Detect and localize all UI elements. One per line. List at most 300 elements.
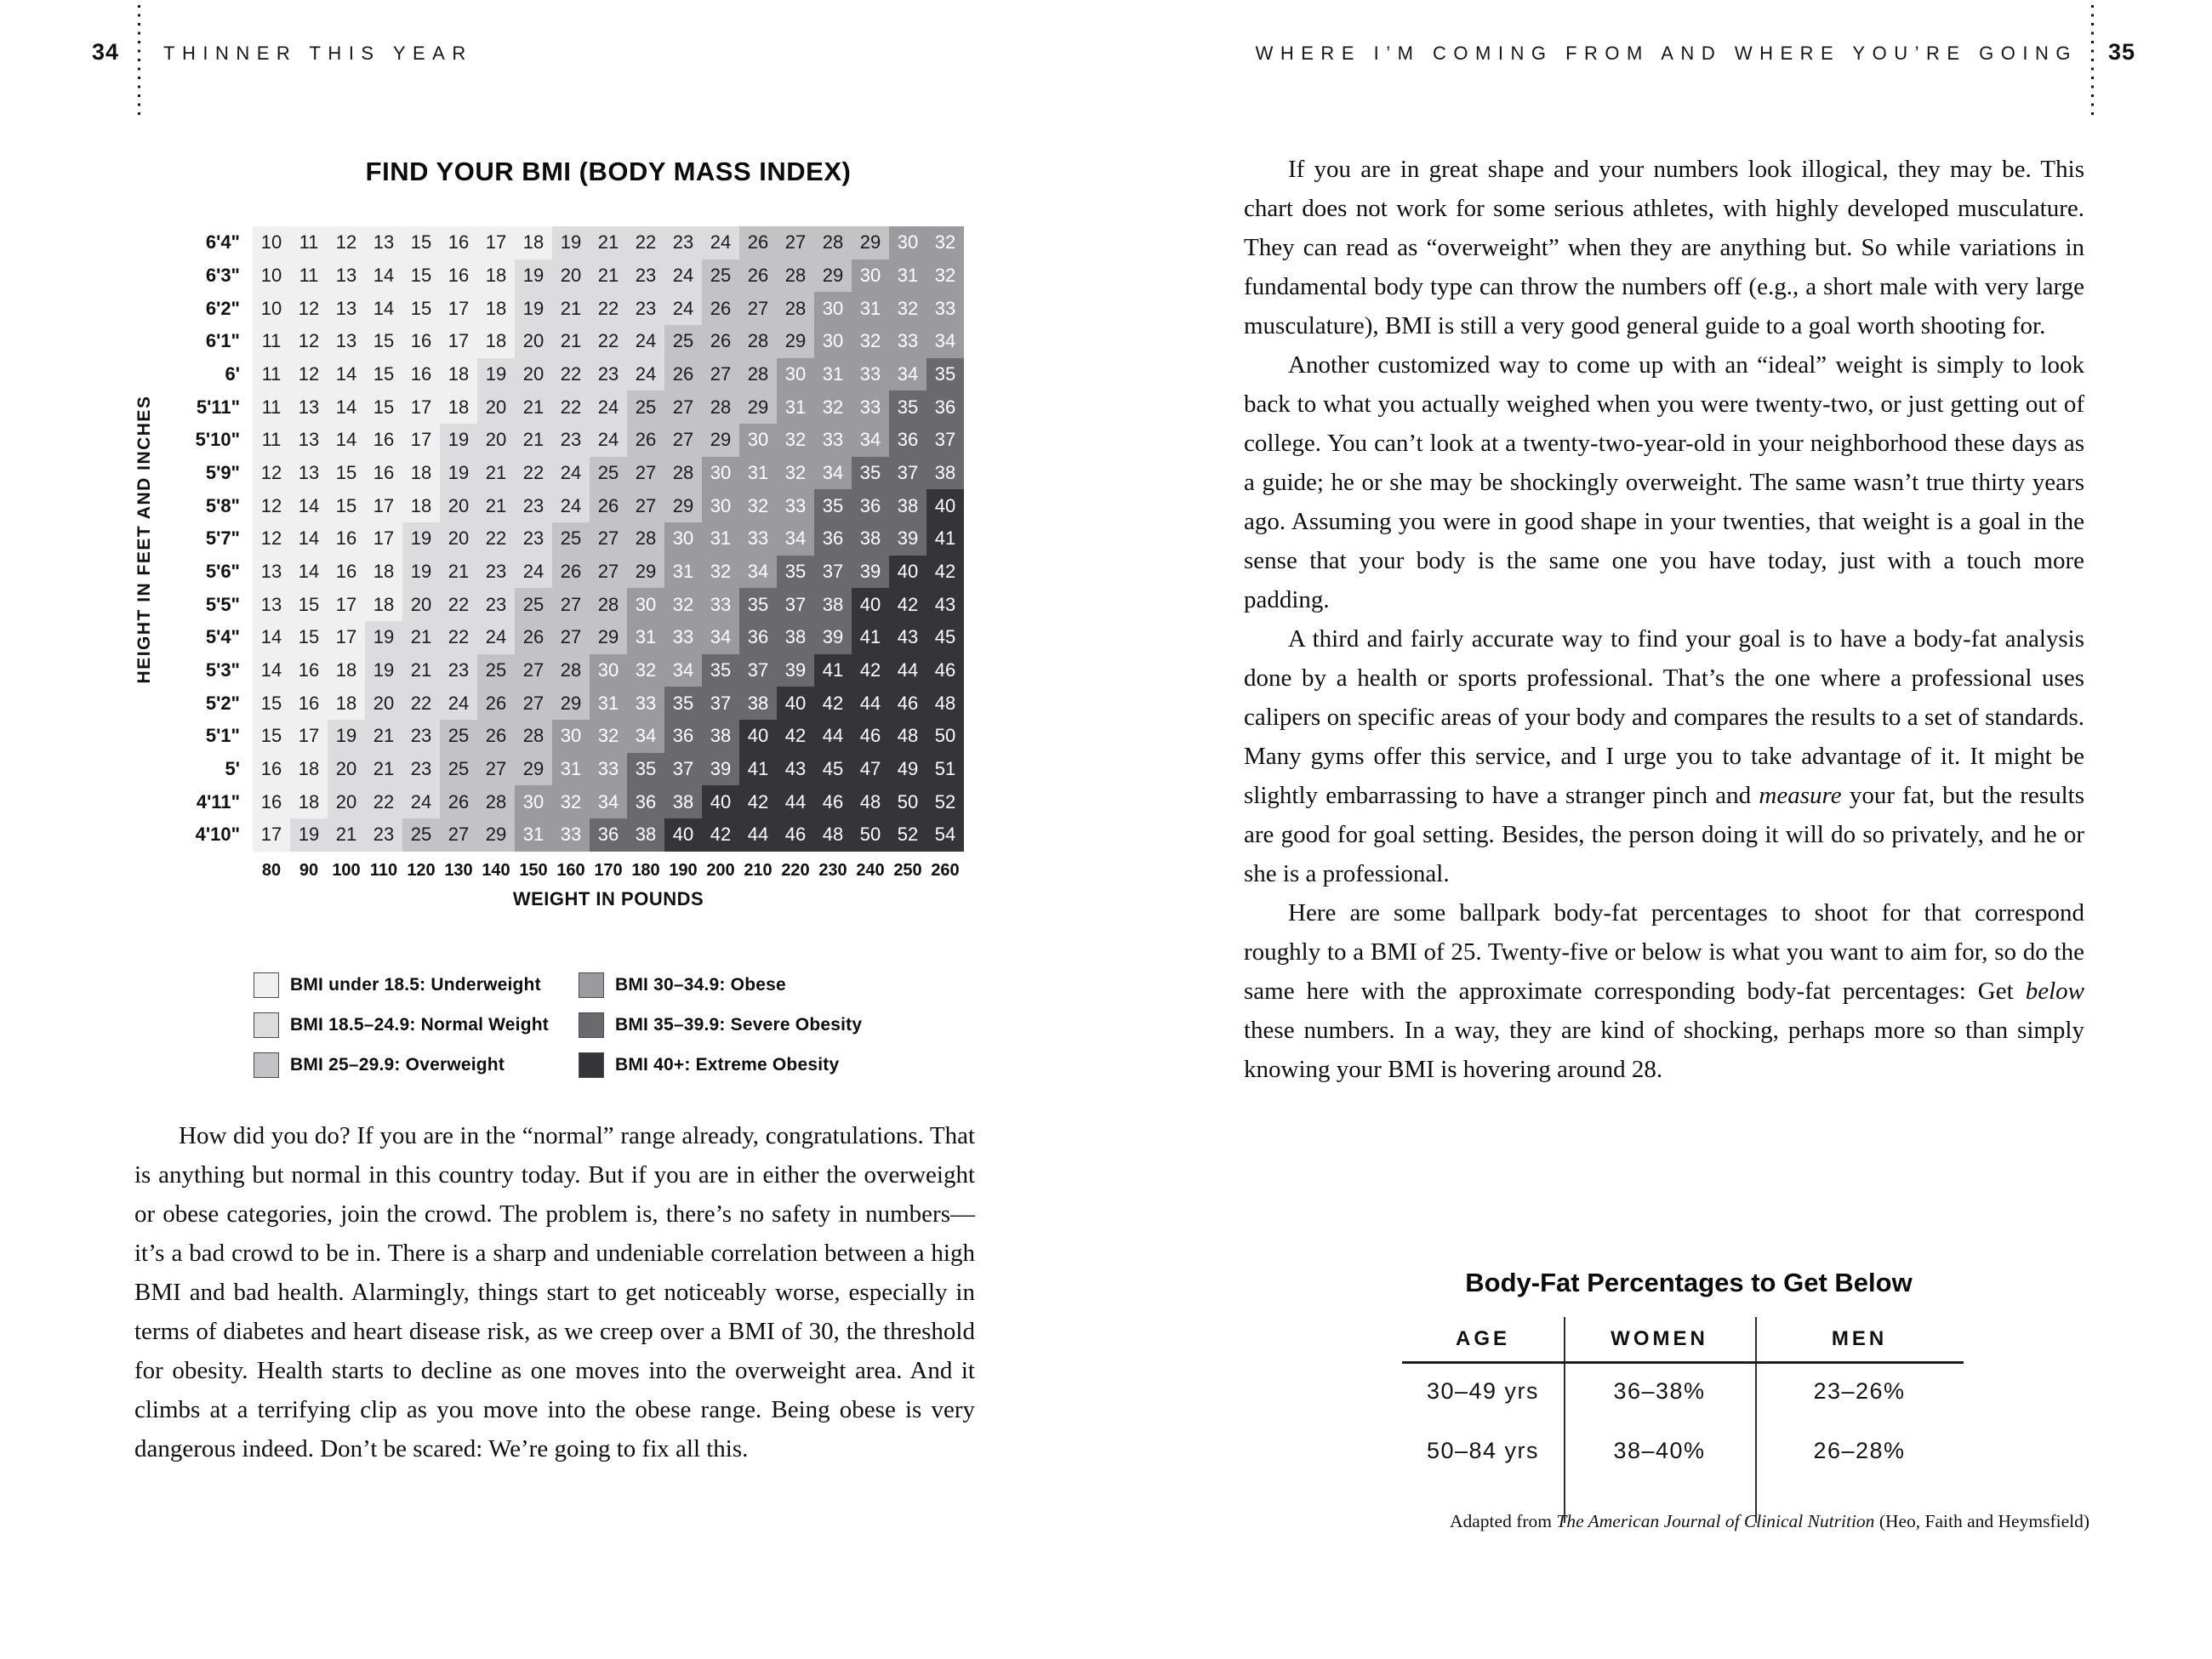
bmi-cell: 11 xyxy=(253,424,290,457)
bmi-cell: 20 xyxy=(365,687,402,720)
bmi-cell: 15 xyxy=(253,720,290,753)
weight-tick: 150 xyxy=(519,860,548,880)
bmi-cell: 22 xyxy=(552,391,590,424)
table-source-caption xyxy=(1395,1511,2144,1532)
bmi-cell: 24 xyxy=(515,556,552,589)
legend-item xyxy=(579,965,944,1005)
bmi-cell: 27 xyxy=(515,687,552,720)
bmi-cell: 34 xyxy=(926,325,964,358)
weight-tick: 180 xyxy=(631,860,660,880)
bmi-cell: 42 xyxy=(889,588,926,621)
bmi-cell: 31 xyxy=(852,292,889,325)
bmi-cell: 40 xyxy=(926,489,964,522)
bmi-cell: 16 xyxy=(253,753,290,786)
legend-swatch xyxy=(579,1012,604,1038)
paragraph xyxy=(1244,150,2084,345)
text-run: (Heo, Faith and Heymsfield) xyxy=(1874,1511,2089,1531)
body-fat-table xyxy=(1402,1317,1964,1480)
bmi-cell: 33 xyxy=(889,325,926,358)
bmi-cell: 22 xyxy=(590,292,627,325)
weight-tick: 160 xyxy=(556,860,585,880)
bmi-cell: 25 xyxy=(702,259,739,293)
bmi-cell: 27 xyxy=(702,358,739,391)
bmi-cell: 18 xyxy=(290,753,328,786)
bmi-cell: 13 xyxy=(328,292,365,325)
bmi-cell: 17 xyxy=(328,621,365,654)
bmi-cell: 20 xyxy=(552,259,590,293)
bmi-cell: 23 xyxy=(627,259,664,293)
legend-swatch xyxy=(254,1052,279,1078)
bmi-cell: 41 xyxy=(926,522,964,556)
bmi-cell: 26 xyxy=(739,226,777,259)
bmi-cell: 29 xyxy=(702,424,739,457)
bmi-cell: 21 xyxy=(477,489,515,522)
bmi-cell: 50 xyxy=(926,720,964,753)
left-running-head: THINNER THIS YEAR xyxy=(163,43,473,64)
bmi-cell: 25 xyxy=(440,753,477,786)
weight-tick: 200 xyxy=(706,860,735,880)
bmi-row-label: 5'1" xyxy=(174,720,253,753)
bmi-cell: 22 xyxy=(440,588,477,621)
bmi-cell: 12 xyxy=(253,489,290,522)
bmi-cell: 17 xyxy=(290,720,328,753)
bmi-cell: 23 xyxy=(365,818,402,852)
bmi-cell: 32 xyxy=(814,391,852,424)
bmi-cell: 20 xyxy=(515,325,552,358)
bmi-cell: 28 xyxy=(702,391,739,424)
bmi-cell: 39 xyxy=(852,556,889,589)
bmi-cell: 27 xyxy=(477,753,515,786)
bmi-cell: 21 xyxy=(590,259,627,293)
bmi-cell: 38 xyxy=(702,720,739,753)
bmi-cell: 16 xyxy=(365,457,402,490)
bmi-cell: 48 xyxy=(814,818,852,852)
bmi-cell: 18 xyxy=(328,654,365,687)
bmi-cell: 35 xyxy=(852,457,889,490)
bmi-cell: 25 xyxy=(552,522,590,556)
bmi-cell: 35 xyxy=(739,588,777,621)
bmi-cell: 38 xyxy=(889,489,926,522)
bmi-cell: 33 xyxy=(552,818,590,852)
bmi-cell: 38 xyxy=(627,818,664,852)
bmi-cell: 43 xyxy=(777,753,814,786)
bmi-cell: 42 xyxy=(852,654,889,687)
bmi-cell: 28 xyxy=(515,720,552,753)
bmi-cell: 14 xyxy=(365,259,402,293)
legend-item xyxy=(254,965,579,1005)
bmi-cell: 19 xyxy=(515,259,552,293)
bmi-row-label: 6'4" xyxy=(174,226,253,259)
right-header-dotted-rule xyxy=(2091,5,2094,117)
bmi-cell: 22 xyxy=(365,785,402,818)
paragraph xyxy=(1244,619,2084,893)
weight-tick: 230 xyxy=(818,860,847,880)
bmi-cell: 21 xyxy=(515,424,552,457)
bmi-cell: 33 xyxy=(814,424,852,457)
bmi-cell: 26 xyxy=(590,489,627,522)
bmi-cell: 16 xyxy=(290,687,328,720)
bmi-row-label: 5'10" xyxy=(174,424,253,457)
bmi-cell: 16 xyxy=(365,424,402,457)
table-header-cell: WOMEN xyxy=(1611,1327,1708,1350)
bmi-cell: 19 xyxy=(477,358,515,391)
bmi-cell: 12 xyxy=(253,522,290,556)
bmi-cell: 29 xyxy=(590,621,627,654)
bmi-cell: 24 xyxy=(552,489,590,522)
bmi-cell: 29 xyxy=(664,489,702,522)
bmi-cell: 21 xyxy=(477,457,515,490)
bmi-cell: 13 xyxy=(290,391,328,424)
bmi-cell: 20 xyxy=(515,358,552,391)
bmi-cell: 30 xyxy=(590,654,627,687)
bmi-cell: 29 xyxy=(777,325,814,358)
bmi-cell: 18 xyxy=(477,292,515,325)
bmi-cell: 16 xyxy=(402,358,440,391)
bmi-cell: 38 xyxy=(664,785,702,818)
bmi-cell: 14 xyxy=(253,654,290,687)
legend-item xyxy=(579,1045,944,1085)
text-run: If you are in great shape and your numbers look illogical, they may be. This chart does not work for some serious athletes, with highly developed musculature. They can read as “overweight” when they are anything but. So while variations in fundamental body type can throw the numbers off (e.g., a short male with very large musculature), BMI is still a very good general guide to a goal worth shooting for. xyxy=(1244,156,2084,339)
bmi-cell: 30 xyxy=(702,457,739,490)
table-cell: 50–84 yrs xyxy=(1426,1437,1540,1463)
bmi-cell: 33 xyxy=(664,621,702,654)
bmi-cell: 38 xyxy=(777,621,814,654)
bmi-cell: 20 xyxy=(328,753,365,786)
bmi-cell: 15 xyxy=(328,489,365,522)
bmi-cell: 32 xyxy=(852,325,889,358)
bmi-cell: 14 xyxy=(365,292,402,325)
bmi-cell: 13 xyxy=(290,457,328,490)
bmi-cell: 30 xyxy=(664,522,702,556)
table-header-cell: AGE xyxy=(1455,1327,1510,1350)
weight-tick: 190 xyxy=(669,860,698,880)
bmi-cell: 33 xyxy=(852,358,889,391)
bmi-cell: 11 xyxy=(253,391,290,424)
bmi-cell: 19 xyxy=(440,457,477,490)
bmi-cell: 15 xyxy=(402,292,440,325)
bmi-cell: 28 xyxy=(777,292,814,325)
bmi-cell: 46 xyxy=(814,785,852,818)
bmi-cell: 12 xyxy=(328,226,365,259)
bmi-cell: 29 xyxy=(739,391,777,424)
bmi-cell: 30 xyxy=(814,325,852,358)
bmi-cell: 24 xyxy=(702,226,739,259)
bmi-cell: 10 xyxy=(253,226,290,259)
bmi-cell: 40 xyxy=(664,818,702,852)
bmi-cell: 47 xyxy=(852,753,889,786)
bmi-cell: 48 xyxy=(926,687,964,720)
bmi-cell: 43 xyxy=(926,588,964,621)
bmi-cell: 46 xyxy=(926,654,964,687)
bmi-cell: 14 xyxy=(290,489,328,522)
bmi-cell: 16 xyxy=(328,522,365,556)
bmi-cell: 34 xyxy=(590,785,627,818)
bmi-cell: 33 xyxy=(852,391,889,424)
bmi-cell: 25 xyxy=(440,720,477,753)
bmi-cell: 32 xyxy=(702,556,739,589)
bmi-cell: 22 xyxy=(402,687,440,720)
bmi-cell: 54 xyxy=(926,818,964,852)
bmi-cell: 38 xyxy=(852,522,889,556)
bmi-cell: 32 xyxy=(627,654,664,687)
bmi-cell: 34 xyxy=(889,358,926,391)
bmi-cell: 27 xyxy=(440,818,477,852)
table-header-cell: MEN xyxy=(1831,1327,1888,1350)
bmi-cell: 21 xyxy=(365,720,402,753)
bmi-cell: 38 xyxy=(814,588,852,621)
bmi-cell: 15 xyxy=(253,687,290,720)
bmi-cell: 35 xyxy=(627,753,664,786)
bmi-cell: 41 xyxy=(739,753,777,786)
bmi-cell: 20 xyxy=(477,391,515,424)
bmi-cell: 26 xyxy=(739,259,777,293)
weight-tick: 110 xyxy=(369,860,398,880)
bmi-cell: 31 xyxy=(702,522,739,556)
bmi-cell: 10 xyxy=(253,259,290,293)
bmi-cell: 24 xyxy=(440,687,477,720)
text-run: Adapted from xyxy=(1449,1511,1557,1531)
bmi-cell: 23 xyxy=(440,654,477,687)
left-page-body xyxy=(134,1116,975,1468)
bmi-row-label: 5'8" xyxy=(174,489,253,522)
bmi-cell: 42 xyxy=(739,785,777,818)
text-run: A third and fairly accurate way to find your goal is to have a body-fat analysis done by a health or sports professional. That’s the one where a professional uses calipers on specific areas of your body and compares the results to a set of standards. Many gyms offer this service, and I urge you to take advantage of it. It might be slightly embarrassing to have a stranger pinch and xyxy=(1244,625,2084,809)
legend-item xyxy=(254,1005,579,1045)
legend-label: BMI 18.5–24.9: Normal Weight xyxy=(290,1014,549,1035)
bmi-row-label: 5'7" xyxy=(174,522,253,556)
bmi-cell: 26 xyxy=(627,424,664,457)
bmi-cell: 30 xyxy=(702,489,739,522)
bmi-cell: 14 xyxy=(253,621,290,654)
bmi-cell: 28 xyxy=(590,588,627,621)
bmi-x-axis-label: WEIGHT IN POUNDS xyxy=(512,888,704,909)
bmi-row-label: 5'2" xyxy=(174,687,253,720)
bmi-cell: 27 xyxy=(590,556,627,589)
weight-tick: 130 xyxy=(444,860,473,880)
bmi-cell: 15 xyxy=(290,621,328,654)
bmi-grid xyxy=(174,226,964,852)
bmi-cell: 19 xyxy=(440,424,477,457)
bmi-cell: 12 xyxy=(290,292,328,325)
bmi-cell: 21 xyxy=(552,325,590,358)
bmi-row-label: 6'1" xyxy=(174,325,253,358)
weight-tick: 240 xyxy=(856,860,885,880)
italic-text: below xyxy=(2025,978,2084,1005)
bmi-cell: 32 xyxy=(664,588,702,621)
italic-text: measure xyxy=(1759,782,1842,809)
legend-swatch xyxy=(254,1012,279,1038)
bmi-cell: 24 xyxy=(402,785,440,818)
bmi-cell: 36 xyxy=(627,785,664,818)
bmi-cell: 32 xyxy=(926,259,964,293)
bmi-cell: 36 xyxy=(926,391,964,424)
legend-label: BMI under 18.5: Underweight xyxy=(290,974,541,995)
bmi-cell: 25 xyxy=(477,654,515,687)
bmi-cell: 31 xyxy=(590,687,627,720)
bmi-cell: 26 xyxy=(440,785,477,818)
bmi-cell: 39 xyxy=(889,522,926,556)
bmi-cell: 26 xyxy=(664,358,702,391)
bmi-cell: 23 xyxy=(515,489,552,522)
bmi-cell: 18 xyxy=(515,226,552,259)
bmi-cell: 20 xyxy=(440,522,477,556)
bmi-cell: 23 xyxy=(552,424,590,457)
bmi-cell: 27 xyxy=(515,654,552,687)
bmi-cell: 29 xyxy=(627,556,664,589)
bmi-cell: 40 xyxy=(777,687,814,720)
bmi-cell: 45 xyxy=(814,753,852,786)
bmi-cell: 30 xyxy=(739,424,777,457)
bmi-cell: 15 xyxy=(365,325,402,358)
bmi-cell: 35 xyxy=(814,489,852,522)
bmi-cell: 24 xyxy=(590,424,627,457)
bmi-cell: 18 xyxy=(365,588,402,621)
axis-spacer xyxy=(174,856,253,885)
bmi-cell: 23 xyxy=(627,292,664,325)
bmi-cell: 11 xyxy=(290,259,328,293)
bmi-cell: 37 xyxy=(777,588,814,621)
bmi-cell: 28 xyxy=(739,325,777,358)
bmi-cell: 31 xyxy=(814,358,852,391)
right-running-head: WHERE I’M COMING FROM AND WHERE YOU’RE GOING xyxy=(1255,43,2078,64)
bmi-cell: 29 xyxy=(552,687,590,720)
bmi-cell: 28 xyxy=(777,259,814,293)
bmi-cell: 17 xyxy=(402,391,440,424)
bmi-cell: 36 xyxy=(590,818,627,852)
bmi-cell: 30 xyxy=(852,259,889,293)
bmi-row-label: 5'5" xyxy=(174,588,253,621)
bmi-cell: 32 xyxy=(777,457,814,490)
bmi-cell: 50 xyxy=(852,818,889,852)
bmi-cell: 44 xyxy=(852,687,889,720)
bmi-cell: 48 xyxy=(889,720,926,753)
bmi-cell: 42 xyxy=(702,818,739,852)
bmi-cell: 37 xyxy=(814,556,852,589)
text-run: these numbers. In a way, they are kind of shocking, perhaps more so than simply knowing your BMI is hovering around 28. xyxy=(1244,1017,2084,1083)
bmi-cell: 25 xyxy=(664,325,702,358)
bmi-cell: 30 xyxy=(627,588,664,621)
bmi-cell: 32 xyxy=(590,720,627,753)
legend-item xyxy=(254,1045,579,1085)
bmi-cell: 18 xyxy=(440,358,477,391)
bmi-cell: 18 xyxy=(402,489,440,522)
bmi-row-label: 6'3" xyxy=(174,259,253,293)
bmi-cell: 28 xyxy=(552,654,590,687)
bmi-cell: 13 xyxy=(328,259,365,293)
bmi-cell: 18 xyxy=(440,391,477,424)
bmi-cell: 16 xyxy=(253,785,290,818)
bmi-cell: 16 xyxy=(440,226,477,259)
bmi-cell: 48 xyxy=(852,785,889,818)
bmi-cell: 19 xyxy=(365,621,402,654)
weight-tick: 140 xyxy=(482,860,510,880)
bmi-cell: 19 xyxy=(402,522,440,556)
weight-tick: 90 xyxy=(299,860,319,880)
table-column-divider xyxy=(1564,1317,1565,1523)
bmi-cell: 25 xyxy=(402,818,440,852)
bmi-cell: 34 xyxy=(814,457,852,490)
weight-tick: 80 xyxy=(261,860,282,880)
bmi-cell: 17 xyxy=(402,424,440,457)
bmi-row-label: 5'3" xyxy=(174,654,253,687)
weight-tick: 250 xyxy=(893,860,922,880)
bmi-cell: 30 xyxy=(515,785,552,818)
bmi-cell: 17 xyxy=(328,588,365,621)
bmi-cell: 30 xyxy=(552,720,590,753)
bmi-cell: 50 xyxy=(889,785,926,818)
bmi-cell: 23 xyxy=(477,588,515,621)
bmi-cell: 44 xyxy=(777,785,814,818)
bmi-cell: 32 xyxy=(739,489,777,522)
table-cell: 23–26% xyxy=(1813,1377,1906,1404)
bmi-chart-title: FIND YOUR BMI (BODY MASS INDEX) xyxy=(365,157,852,186)
bmi-cell: 31 xyxy=(552,753,590,786)
bmi-cell: 31 xyxy=(515,818,552,852)
bmi-cell: 36 xyxy=(852,489,889,522)
bmi-cell: 18 xyxy=(402,457,440,490)
bmi-cell: 15 xyxy=(290,588,328,621)
bmi-weight-axis xyxy=(174,856,964,885)
bmi-cell: 41 xyxy=(852,621,889,654)
bmi-cell: 39 xyxy=(777,654,814,687)
bmi-cell: 15 xyxy=(365,391,402,424)
bmi-cell: 11 xyxy=(290,226,328,259)
bmi-row-label: 5'11" xyxy=(174,391,253,424)
bmi-cell: 28 xyxy=(739,358,777,391)
weight-tick: 100 xyxy=(332,860,361,880)
bmi-cell: 44 xyxy=(889,654,926,687)
bmi-cell: 32 xyxy=(889,292,926,325)
bmi-cell: 34 xyxy=(702,621,739,654)
bmi-cell: 34 xyxy=(739,556,777,589)
bmi-cell: 13 xyxy=(253,588,290,621)
bmi-cell: 17 xyxy=(365,489,402,522)
bmi-cell: 36 xyxy=(814,522,852,556)
bmi-cell: 17 xyxy=(477,226,515,259)
weight-tick: 210 xyxy=(744,860,772,880)
bmi-cell: 33 xyxy=(590,753,627,786)
body-fat-table-title: Body-Fat Percentages to Get Below xyxy=(1465,1268,1913,1297)
legend-label: BMI 25–29.9: Overweight xyxy=(290,1054,505,1075)
bmi-cell: 42 xyxy=(814,687,852,720)
bmi-cell: 23 xyxy=(664,226,702,259)
bmi-cell: 38 xyxy=(926,457,964,490)
bmi-cell: 33 xyxy=(627,687,664,720)
bmi-cell: 22 xyxy=(515,457,552,490)
bmi-legend xyxy=(254,965,944,1085)
bmi-cell: 23 xyxy=(477,556,515,589)
bmi-cell: 13 xyxy=(365,226,402,259)
bmi-cell: 24 xyxy=(664,259,702,293)
bmi-cell: 33 xyxy=(702,588,739,621)
bmi-cell: 30 xyxy=(814,292,852,325)
bmi-cell: 35 xyxy=(926,358,964,391)
bmi-cell: 34 xyxy=(852,424,889,457)
bmi-cell: 35 xyxy=(664,687,702,720)
bmi-cell: 28 xyxy=(477,785,515,818)
bmi-cell: 13 xyxy=(328,325,365,358)
bmi-cell: 40 xyxy=(739,720,777,753)
bmi-cell: 16 xyxy=(328,556,365,589)
bmi-cell: 27 xyxy=(739,292,777,325)
bmi-y-axis-label: HEIGHT IN FEET AND INCHES xyxy=(134,395,154,684)
bmi-cell: 44 xyxy=(814,720,852,753)
bmi-cell: 40 xyxy=(889,556,926,589)
bmi-cell: 32 xyxy=(777,424,814,457)
bmi-row-label: 6' xyxy=(174,358,253,391)
bmi-cell: 28 xyxy=(664,457,702,490)
bmi-cell: 14 xyxy=(328,424,365,457)
